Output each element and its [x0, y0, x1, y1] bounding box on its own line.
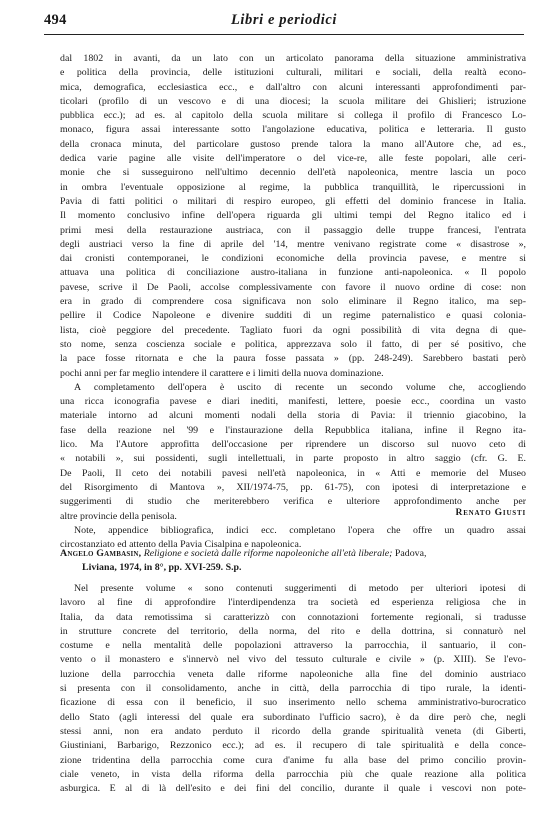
running-head: Libri e periodici: [230, 12, 338, 28]
text-line: materiale intorno ad alcuni momenti nodali della storia di Pavia: il triennio giacobino, la: [60, 410, 526, 422]
text-line: in strutture concrete del territorio, della norma, del rito e della dottrina, si connaturò nel: [60, 625, 526, 637]
text-line: Pavia di fatti politici o militari di respiro europeo, gli effetti del dominio francese in Italia.: [60, 195, 526, 207]
text-line: del Risorgimento di Mantova », XII/1974-75, pp. 61-75), con ipotesi di interpretazione e: [60, 481, 526, 493]
text-line: dedica varie pagine alle visite dell'imperatore o del vice-re, alle feste popolari, alle ceri-: [60, 153, 526, 165]
text-line: dai cronisti contemporanei, le condizioni economiche della provincia pavese, e mentre si: [60, 253, 526, 265]
text-line: una ricca iconografia pavese e diari inediti, manifesti, lettere, poesie ecc., coordina un vasto: [60, 396, 526, 408]
text-line: pubblica ecc.); ad es. al capitolo della scuola militare si collega il profilo di Francesco Lo-: [60, 110, 526, 122]
book-title: Religione e società dalle riforme napoleoniche all'età liberale;: [143, 548, 393, 559]
text-line: in ombra l'eventuale opposizione al regime, la pubblica tranquillità, le ripercussioni in: [60, 181, 526, 193]
text-line: della cronaca minuta, del particolare gustoso prende talora la mano all'Autore che, ad es.,: [60, 138, 526, 150]
book-author: Angelo Gambasin,: [60, 548, 142, 559]
text-line: monie che si susseguirono nell'ultimo decennio dell'età napoleonica, mentre lascia un poco: [60, 167, 526, 179]
text-line: attuava una politica di conciliazione austro-italiana in funzione anti-napoleonica. « Il popolo: [60, 267, 526, 279]
text-line: Note, appendice bibliografica, indici ecc. completano l'opera che offre un quadro assai: [74, 524, 526, 536]
text-line: era in grado di comprendere cosa significava non solo eliminare il Regno italico, ma sep-: [60, 296, 526, 308]
text-line: A completamento dell'opera è uscito di recente un secondo volume che, accogliendo: [74, 381, 526, 393]
text-line: dal 1802 in avanti, da un lato con un articolato panorama della situazione amministrativa: [60, 53, 526, 64]
text-line: primi mesi della restaurazione austriaca, con il passaggio delle truppe francesi, l'entrata: [60, 224, 526, 236]
text-line: stessi anni, non era andato perduto il ricordo della grande spiritualità veneta (di Giberti,: [60, 725, 526, 737]
text-line: fase della reazione nel '99 e l'instaurazione della Repubblica italiana, infine il Regno ita-: [60, 424, 526, 436]
text-line: « notabili », sui possidenti, sugli intellettuali, in parte proposto in altro saggio (cfr. G. E.: [60, 453, 526, 465]
text-line: sto nome, senza coscienza sociale e politica, apprezzava solo il fatto, di per sé positivo, che: [60, 338, 526, 350]
text-line: altre provincie della penisola.: [60, 510, 177, 522]
text-line: ticolari (profilo di un vescovo e di una diocesi; la scuola militare dei Ghislieri; istruzione: [60, 95, 526, 107]
page-number: 494: [44, 12, 67, 28]
text-line: zione tridentina della parrocchia come cura d'anime fu alla base del primo concilio provin-: [60, 754, 526, 766]
book-reference: [60, 547, 530, 576]
book-reference-line-2: Liviana, 1974, in 8°, pp. XVI-259. S.p.: [82, 562, 242, 574]
text-line: De Paoli, Il ceto dei notabili pavesi nell'età napoleonica, in « Atti e memorie del Museo: [60, 467, 526, 479]
text-line: circostanziato ed attento della Pavia Cisalpina e napoleonica.: [60, 539, 302, 551]
text-line: pavese, scrive il De Paoli, accolse complessivamente con favore il nuovo ordine di cose: non: [60, 281, 526, 293]
text-line: lavoro al fine di approfondire l'interdipendenza tra società ed esperienza religiosa che in: [60, 597, 526, 609]
text-line: mica, demografica, ecclesiastica ecc., e dall'altro con alcuni interessanti approfondimenti par-: [60, 81, 526, 93]
signature-text: Renato Giusti: [455, 507, 526, 518]
text-line: vento o il monastero e s'innervò nel vivo del tessuto culturale e civile » (p. XIII). Se l'evo-: [60, 654, 526, 666]
text-line: Nel presente volume « sono contenuti suggerimenti di metodo per ulteriori ipotesi di: [74, 583, 526, 594]
book-reference-line-1: [60, 547, 530, 561]
text-line: lista, cioè peggiore del precedente. Tagliato fuori da ogni possibilità di vita degna di que-: [60, 324, 526, 336]
page-header: [44, 10, 524, 34]
text-line: la pace fosse ritornata e che la paura fosse passata » (pp. 248-249). Sarebbero bastati però: [60, 353, 526, 365]
text-line: suggerimenti di studio che meriterebbero verifica e ulteriore approfondimento anche per: [60, 496, 526, 508]
text-line: Giustiniani, Barbarigo, Rezzonico ecc.); ad es. il recupero di tale spiritualità e della conce-: [60, 740, 526, 752]
text-line: ficazione di essa con il beneficio, il suo inserimento nello schema amministrativo-burocratico: [60, 697, 526, 709]
text-line: pellire il Codice Napoleone e divenire sudditi di un regime paternalistico e quasi colonia-: [60, 310, 526, 322]
text-line: luzione della parrocchia veneta dalle riforme napoleoniche alla fine del dominio austriaco: [60, 668, 526, 680]
review-text-giusti: [60, 52, 526, 552]
text-line: si presenta con il consolidamento, anche in città, della parrocchia di tipo rurale, la identi-: [60, 683, 526, 695]
text-line: e politica della provincia, delle istituzioni culturali, militari e sociali, della realtà econo-: [60, 67, 526, 79]
book-publisher-city: Padova,: [394, 548, 427, 559]
text-line: monaco, figura assai interessante sotto l'angolazione educativa, politica e letteraria. Il gusto: [60, 124, 526, 136]
text-line: lico. Ma l'Autore approfitta dell'occasione per riprendere un discorso sul nuovo ceto di: [60, 439, 526, 451]
text-line: Italia, da data remotissima si caratterizzò con connotazioni fortemente regionali, si tradusse: [60, 611, 526, 623]
text-line: asburgica. E al di là dell'esito e dei fini del concilio, durante il quale i vescovi non pote-: [60, 783, 526, 795]
text-line: pochi anni per far meglio intendere il carattere e i limiti della nuova dominazione.: [60, 367, 384, 379]
text-line: dello Stato (agli interessi del quale era subordinato l'ufficio sacro), è da dire però che, negli: [60, 711, 526, 723]
review-text-gambasin: [60, 582, 526, 796]
text-line: costume e nella mentalità delle popolazioni attraverso la parrocchia, il santuario, il con-: [60, 640, 526, 652]
text-line: Il momento conclusivo infine dell'opera riguarda gli ultimi tempi del Regno italico ed i: [60, 210, 526, 222]
text-line: ciale veneto, in vista della riforma della parrocchia più che quale reazione alla politica: [60, 768, 526, 780]
reviewer-signature: [60, 507, 526, 518]
text-line: degli austriaci verso la fine di aprile del '14, mentre venivano registrate come « disastrose »,: [60, 238, 526, 250]
header-rule: [44, 34, 524, 35]
